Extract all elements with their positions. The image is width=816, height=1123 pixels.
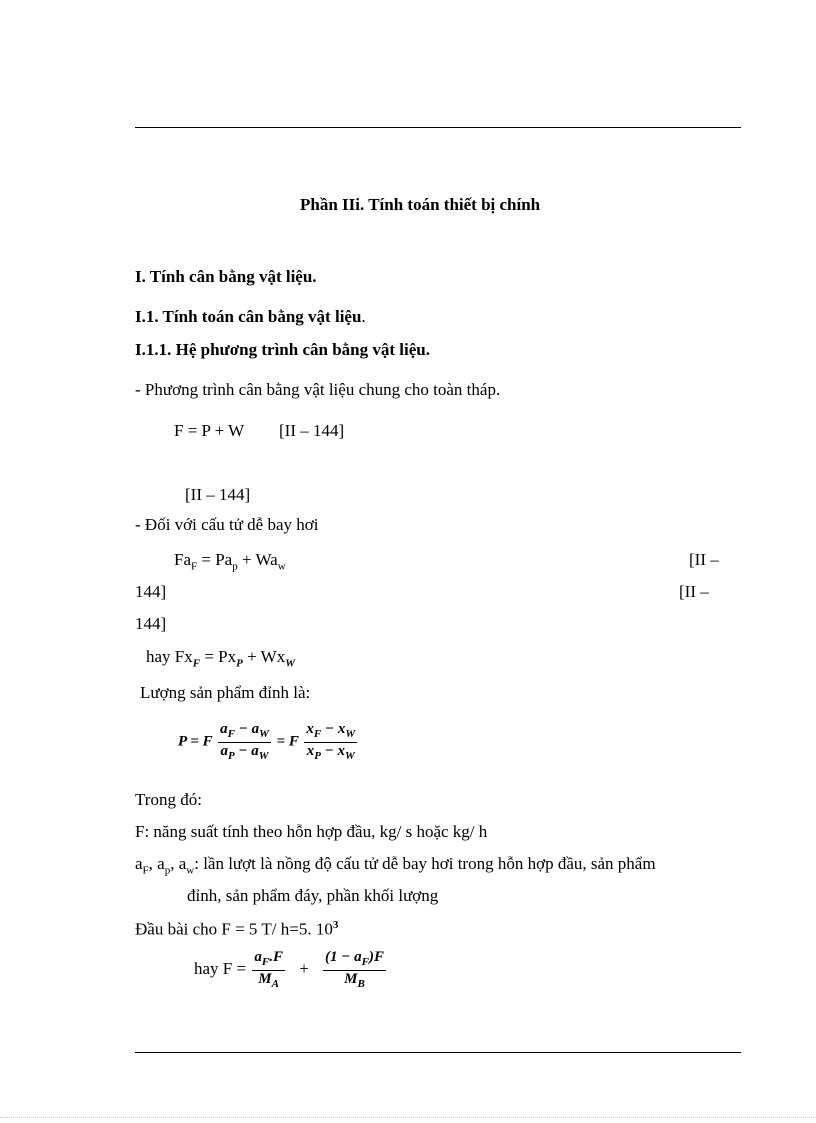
hay-px: = Px xyxy=(200,647,237,666)
f1d-mid: − a xyxy=(234,742,259,759)
f1n-sub-w: W xyxy=(259,728,269,740)
formula-p-frac-2-den xyxy=(305,743,357,763)
ff2n-a: (1 − a xyxy=(325,949,362,965)
page-edge-dots xyxy=(0,1117,816,1118)
formula-p-frac-2 xyxy=(304,722,357,762)
def-a-2: , a xyxy=(148,854,165,873)
def-a-1: a xyxy=(135,854,143,873)
formula-p-frac-1-num xyxy=(218,722,271,743)
equation-2-ref: [II – xyxy=(689,550,719,569)
formula-f-frac-1-num xyxy=(252,950,285,971)
product-line: Lượng sản phẩm đỉnh là: xyxy=(140,683,311,702)
f2d-sub-p: P xyxy=(314,749,321,762)
ff2d-m: M xyxy=(344,970,358,987)
formula-f-frac-1 xyxy=(252,950,285,990)
formula-f-frac-2 xyxy=(323,950,386,990)
def-a-rest: : lần lượt là nồng độ cấu tử dễ bay hơi trong hỗn hợp đầu, sản phẩm xyxy=(194,854,656,873)
definition-a-continued: đỉnh, sản phẩm đáy, phần khối lượng xyxy=(187,886,439,905)
reference-standalone: [II – 144] xyxy=(185,485,251,504)
f2d-sub-w: W xyxy=(345,749,355,762)
formula-f-plus: + xyxy=(299,958,309,978)
ff1n-sub: F xyxy=(261,956,270,968)
f2d-mid: − x xyxy=(320,742,346,759)
ff2n-rest: )F xyxy=(368,949,384,965)
def-a-sub-w: w xyxy=(186,864,195,877)
ff1d-sub: A xyxy=(271,977,279,990)
formula-p-frac-2-num xyxy=(304,722,357,743)
ff2d-sub: B xyxy=(357,977,365,990)
equation-1-ref: [II – 144] xyxy=(279,421,345,440)
trong-do: Trong đó: xyxy=(135,790,202,809)
given-line xyxy=(135,919,338,940)
f2n-sub-w: W xyxy=(345,728,356,740)
definition-a xyxy=(135,854,656,876)
hay-fx-sub-p: P xyxy=(236,657,243,670)
formula-f xyxy=(194,950,388,990)
given-text: Đầu bài cho F = 5 T/ h=5. 10 xyxy=(135,919,333,939)
hay-wx: + Wx xyxy=(242,647,286,666)
f1d-sub-w: W xyxy=(258,749,269,762)
ff1d-m: M xyxy=(258,970,272,987)
header-rule xyxy=(135,127,741,128)
ref-number-a: 144] xyxy=(135,582,167,601)
formula-p-frac-1-den xyxy=(218,743,270,763)
eq2-wa: + Wa xyxy=(237,550,278,569)
ff2n-sub: F xyxy=(361,956,369,968)
f1d-sub-p: P xyxy=(227,749,235,762)
f1n-mid: − a xyxy=(234,721,260,737)
chapter-title: Phần IIi. Tính toán thiết bị chính xyxy=(300,195,541,214)
section-heading-1-1-text: I.1. Tính toán cân bằng vật liệu xyxy=(135,307,362,326)
eq2-pa: = Pa xyxy=(197,550,233,569)
equation-1: F = P + W xyxy=(174,421,245,440)
def-a-3: , a xyxy=(170,854,187,873)
formula-p-frac-1 xyxy=(218,722,271,762)
intro-line: - Phương trình cân bằng vật liệu chung cho toàn tháp. xyxy=(135,380,501,399)
eq2-fa: Fa xyxy=(174,550,191,569)
ref-start-2: [II – xyxy=(679,582,709,601)
f2n-mid: − x xyxy=(321,721,346,737)
formula-f-prefix: hay F = xyxy=(194,958,251,978)
f2d-x: x xyxy=(306,742,315,759)
def-a-sub-f: F xyxy=(142,864,149,877)
formula-p xyxy=(178,722,359,762)
f1n-sub-f: F xyxy=(227,728,235,740)
section-heading-1-1-dot: . xyxy=(361,307,366,326)
formula-f-frac-1-den xyxy=(256,971,281,991)
hay-fx-sub-w: W xyxy=(285,657,295,670)
eq2-sub-w: w xyxy=(277,560,286,573)
definition-f: F: năng suất tính theo hỗn hợp đầu, kg/ s hoặc kg/ h xyxy=(135,822,488,841)
section-heading-1: I. Tính cân bằng vật liệu. xyxy=(135,267,317,286)
f1d-a: a xyxy=(220,742,228,759)
equation-2 xyxy=(174,550,286,572)
f2n-sub-f: F xyxy=(313,728,322,740)
ff1n-a: a xyxy=(254,949,262,965)
f2n-x: x xyxy=(306,721,314,737)
def-a-sub-p: p xyxy=(164,864,171,877)
formula-p-equals: = F xyxy=(276,733,299,750)
ff1n-rest: .F xyxy=(269,949,283,965)
footer-rule xyxy=(135,1052,741,1053)
section-heading-1-1-1: I.1.1. Hệ phương trình cân bằng vật liệu. xyxy=(135,340,430,359)
section-heading-1-1 xyxy=(135,307,366,327)
volatile-line: - Đối với cấu tử dễ bay hơi xyxy=(135,515,319,534)
given-sup: 3 xyxy=(332,919,339,931)
hay-fx-sub-f: F xyxy=(192,657,201,670)
formula-p-lhs: P = F xyxy=(178,733,213,750)
hay-fx-equation xyxy=(146,647,295,669)
formula-f-frac-2-den xyxy=(342,971,367,991)
hay-fx: hay Fx xyxy=(146,647,193,666)
formula-f-frac-2-num xyxy=(323,950,386,971)
f1n-a: a xyxy=(220,721,228,737)
eq2-sub-f: F xyxy=(191,560,198,573)
ref-number-b: 144] xyxy=(135,614,167,633)
eq2-sub-p: p xyxy=(232,560,238,573)
